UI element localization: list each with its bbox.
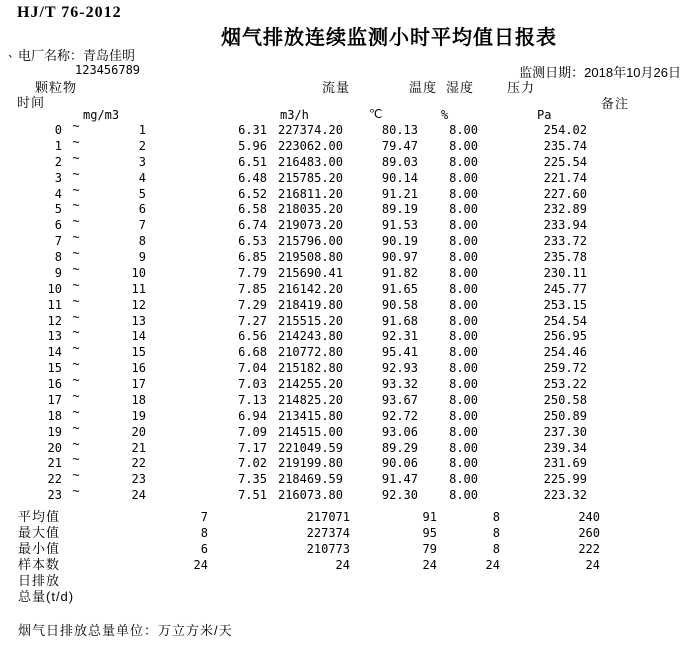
table-row [0,468,684,488]
pm-value: 7.79 [238,265,267,280]
temperature-value: 90.14 [381,170,418,185]
flow-value: 214255.20 [277,377,343,391]
pm-value: 7.04 [238,361,267,376]
temperature-value: 80.13 [381,123,418,137]
table-row [0,150,684,171]
pm-value: 6.58 [238,202,267,217]
tilde-separator: ~ [72,484,80,499]
table-row [0,373,684,393]
table-row [0,119,684,139]
pm-value: 6.94 [238,408,267,423]
hour-end-value: 7 [138,218,146,233]
monitor-date-line [519,62,681,81]
summary-temperature-value: 95 [422,526,437,540]
table-row [0,325,684,345]
column-header-flow: 流量 [322,80,351,95]
hour-start-value: 4 [54,186,62,201]
pressure-value: 254.54 [543,313,587,328]
pressure-value: 253.15 [543,297,587,312]
hour-end-value: 20 [131,424,146,439]
pm-value: 6.31 [238,123,267,137]
pm-value: 6.48 [238,170,267,185]
tilde-separator: ~ [72,198,80,213]
hour-end-value: 16 [131,361,146,376]
humidity-value: 8.00 [449,202,478,217]
table-row [0,261,684,282]
summary-pressure-value: 260 [578,526,600,540]
pressure-value: 250.89 [543,408,587,423]
flow-value: 218419.80 [277,297,343,312]
table-row [0,404,684,425]
summary-pressure-value: 24 [585,558,600,572]
summary-humidity-value: 24 [485,558,500,572]
tilde-separator: ~ [72,436,80,451]
pm-value: 5.96 [238,138,267,153]
summary-row-label: 最大值 [18,525,61,540]
pm-value: 6.56 [238,329,267,344]
summary-row [0,573,684,589]
plant-code: 123456789 [75,63,141,77]
humidity-value: 8.00 [449,281,478,296]
temperature-value: 90.97 [381,250,418,264]
tilde-separator: ~ [72,214,80,229]
summary-row-label: 平均值 [18,509,61,524]
pm-value: 7.51 [238,488,267,503]
summary-row [0,589,684,605]
table-row [0,436,684,457]
hour-start-value: 5 [54,202,62,217]
tilde-separator: ~ [72,293,80,308]
humidity-value: 8.00 [449,250,478,264]
unit-pressure: Pa [537,108,552,122]
humidity-value: 8.00 [449,138,478,153]
monitor-date-label: 监测日期： [519,65,585,80]
pressure-value: 239.34 [543,440,587,455]
humidity-value: 8.00 [449,456,478,471]
pm-value: 7.85 [238,281,267,296]
temperature-value: 92.30 [381,488,418,503]
pressure-value: 233.72 [543,234,587,249]
plant-name-line [18,45,135,64]
hour-start-value: 12 [47,313,62,328]
temperature-value: 92.93 [381,361,418,376]
hour-end-value: 17 [131,377,146,391]
humidity-value: 8.00 [449,265,478,280]
humidity-value: 8.00 [449,297,478,312]
pressure-value: 259.72 [543,361,587,376]
pressure-value: 254.46 [543,345,587,360]
standard-code: HJ/T 76-2012 [17,4,122,21]
flow-value: 227374.20 [277,123,343,137]
hour-start-value: 6 [54,218,62,233]
table-row [0,341,684,361]
column-header-temperature: 温度 [409,80,438,95]
flow-value: 215796.00 [277,234,343,249]
summary-pm-value: 7 [200,510,208,524]
pressure-value: 227.60 [543,186,587,201]
tilde-separator: ~ [72,134,80,149]
summary-row-label: 总量(t/d) [18,589,75,604]
flow-value: 219199.80 [277,456,343,471]
pm-value: 6.68 [238,345,267,360]
hour-end-value: 9 [138,250,146,264]
hour-start-value: 22 [47,472,62,487]
pm-value: 7.09 [238,424,267,439]
tilde-separator: ~ [72,150,80,165]
pressure-value: 256.95 [543,329,587,344]
summary-pm-value: 24 [193,558,208,572]
pressure-value: 254.02 [543,123,587,137]
humidity-value: 8.00 [449,424,478,439]
temperature-value: 92.31 [381,329,418,344]
flow-value: 215515.20 [277,313,343,328]
hour-end-value: 1 [138,123,146,137]
pressure-value: 230.11 [543,265,587,280]
flow-value: 218035.20 [277,202,343,217]
column-header-time: 时间 [17,95,46,110]
table-row [0,357,684,377]
humidity-value: 8.00 [449,440,478,455]
hour-start-value: 16 [47,377,62,391]
pm-value: 7.29 [238,297,267,312]
pressure-value: 250.58 [543,392,587,407]
tilde-separator: ~ [72,230,80,245]
humidity-value: 8.00 [449,472,478,487]
tilde-separator: ~ [72,325,80,340]
tilde-separator: ~ [72,246,80,260]
temperature-value: 91.82 [381,265,418,280]
summary-pm-value: 8 [200,526,208,540]
hour-start-value: 3 [54,170,62,185]
table-row [0,230,684,250]
humidity-value: 8.00 [449,408,478,423]
pressure-value: 225.54 [543,154,587,169]
humidity-value: 8.00 [449,313,478,328]
temperature-value: 93.32 [381,377,418,391]
pressure-value: 221.74 [543,170,587,185]
humidity-value: 8.00 [449,234,478,249]
pm-value: 6.51 [238,154,267,169]
summary-temperature-value: 24 [422,558,437,572]
pm-value: 7.35 [238,472,267,487]
hour-end-value: 15 [131,345,146,360]
hour-end-value: 24 [131,488,146,503]
humidity-value: 8.00 [449,154,478,169]
unit-temperature: ℃ [369,107,383,121]
summary-row [0,509,684,525]
flow-value: 216483.00 [277,154,343,169]
flow-value: 214243.80 [277,329,343,344]
pressure-value: 223.32 [543,488,587,503]
summary-rows [0,509,684,605]
table-row [0,214,684,234]
humidity-value: 8.00 [449,488,478,503]
hour-start-value: 19 [47,424,62,439]
tilde-separator: ~ [72,373,80,387]
flow-value: 215690.41 [277,265,343,280]
summary-pressure-value: 222 [578,542,600,556]
temperature-value: 93.67 [381,392,418,407]
pm-value: 7.02 [238,456,267,471]
table-row [0,484,684,504]
pressure-value: 235.78 [543,250,587,264]
summary-pressure-value: 240 [578,510,600,524]
hour-end-value: 5 [138,186,146,201]
summary-temperature-value: 79 [422,542,437,556]
hour-end-value: 13 [131,313,146,328]
summary-row-label: 最小值 [18,541,61,556]
summary-row [0,525,684,541]
tilde-separator: ~ [72,182,80,197]
flow-value: 213415.80 [277,408,343,423]
monitor-date-value: 2018年10月26日 [584,65,681,80]
hour-start-value: 21 [47,456,62,471]
summary-temperature-value: 91 [422,510,437,524]
hour-end-value: 23 [131,472,146,487]
stray-mark: ` [7,55,15,70]
hour-end-value: 12 [131,297,146,312]
hour-start-value: 11 [47,297,62,312]
humidity-value: 8.00 [449,170,478,185]
temperature-value: 89.29 [381,440,418,455]
hour-start-value: 13 [47,329,62,344]
pressure-value: 237.30 [543,424,587,439]
flow-value: 214515.00 [277,424,343,439]
hour-end-value: 18 [131,392,146,407]
hour-start-value: 17 [47,392,62,407]
temperature-value: 89.03 [381,154,418,169]
hour-end-value: 4 [138,170,146,185]
flow-value: 215182.80 [277,361,343,376]
temperature-value: 79.47 [381,138,418,153]
pressure-value: 253.22 [543,377,587,391]
pm-value: 6.53 [238,234,267,249]
hour-end-value: 21 [131,440,146,455]
flow-value: 210772.80 [277,345,343,360]
hour-start-value: 20 [47,440,62,455]
summary-humidity-value: 8 [492,510,500,524]
hour-end-value: 10 [131,265,146,280]
tilde-separator: ~ [72,341,80,356]
pressure-value: 235.74 [543,138,587,153]
table-row [0,293,684,314]
summary-row-label: 样本数 [18,557,61,572]
table-row [0,452,684,472]
temperature-value: 90.58 [381,297,418,312]
summary-flow-value: 210773 [306,542,350,556]
pm-value: 7.13 [238,392,267,407]
hourly-rows [0,119,684,504]
humidity-value: 8.00 [449,218,478,233]
humidity-value: 8.00 [449,345,478,360]
pressure-value: 225.99 [543,472,587,487]
hour-start-value: 0 [54,123,62,137]
tilde-separator: ~ [72,309,80,324]
summary-humidity-value: 8 [492,526,500,540]
table-row [0,309,684,330]
temperature-value: 91.65 [381,281,418,296]
hour-end-value: 6 [138,202,146,217]
temperature-value: 91.47 [381,472,418,487]
pressure-value: 231.69 [543,456,587,471]
hour-end-value: 22 [131,456,146,471]
footer-note: 烟气日排放总量单位：万立方米/天 [18,623,233,638]
summary-row [0,541,684,557]
hour-start-value: 2 [54,154,62,169]
pressure-value: 233.94 [543,218,587,233]
summary-row [0,557,684,573]
column-header-note: 备注 [601,96,630,111]
summary-flow-value: 217071 [306,510,350,524]
tilde-separator: ~ [72,357,80,372]
plant-name-label: 电厂名称： [18,48,84,63]
tilde-separator: ~ [72,420,80,435]
unit-humidity: % [441,108,449,122]
humidity-value: 8.00 [449,377,478,391]
hour-end-value: 19 [131,408,146,423]
hour-start-value: 10 [47,281,62,296]
temperature-value: 95.41 [381,345,418,360]
flow-value: 216142.20 [277,281,343,296]
summary-flow-value: 24 [335,558,350,572]
hour-end-value: 3 [138,154,146,169]
unit-flow: m3/h [280,108,309,122]
summary-flow-value: 227374 [306,526,350,540]
hour-start-value: 7 [54,234,62,249]
hour-start-value: 1 [54,138,62,153]
hour-end-value: 2 [138,138,146,153]
summary-pm-value: 6 [200,542,208,556]
table-row [0,198,684,218]
temperature-value: 89.19 [381,202,418,217]
tilde-separator: ~ [72,468,80,483]
hour-start-value: 23 [47,488,62,503]
flow-value: 215785.20 [277,170,343,185]
humidity-value: 8.00 [449,361,478,376]
table-row [0,246,684,266]
table-row [0,420,684,441]
humidity-value: 8.00 [449,186,478,201]
report-title: 烟气排放连续监测小时平均值日报表 [221,27,557,49]
pm-value: 7.17 [238,440,267,455]
temperature-value: 91.21 [381,186,418,201]
humidity-value: 8.00 [449,123,478,137]
column-header-pressure: 压力 [507,80,536,95]
hour-start-value: 18 [47,408,62,423]
pm-value: 6.85 [238,250,267,264]
humidity-value: 8.00 [449,392,478,407]
unit-pm: mg/m3 [83,108,120,122]
table-row [0,277,684,298]
tilde-separator: ~ [72,119,80,133]
hour-end-value: 14 [131,329,146,344]
tilde-separator: ~ [72,452,80,467]
pressure-value: 245.77 [543,281,587,296]
temperature-value: 93.06 [381,424,418,439]
temperature-value: 90.06 [381,456,418,471]
temperature-value: 91.68 [381,313,418,328]
flow-value: 219073.20 [277,218,343,233]
hour-start-value: 15 [47,361,62,376]
hour-end-value: 8 [138,234,146,249]
pm-value: 7.03 [238,377,267,391]
tilde-separator: ~ [72,277,80,292]
flow-value: 216811.20 [277,186,343,201]
summary-row-label: 日排放 [18,573,61,588]
table-row [0,182,684,203]
temperature-value: 91.53 [381,218,418,233]
pm-value: 6.74 [238,218,267,233]
hour-start-value: 8 [54,250,62,264]
tilde-separator: ~ [72,388,80,403]
table-row [0,388,684,409]
summary-humidity-value: 8 [492,542,500,556]
flow-value: 214825.20 [277,392,343,407]
flow-value: 223062.00 [277,138,343,153]
flow-value: 216073.80 [277,488,343,503]
table-row [0,166,684,187]
hour-end-value: 11 [131,281,146,296]
flow-value: 218469.59 [277,472,343,487]
temperature-value: 92.72 [381,408,418,423]
hour-start-value: 9 [54,265,62,280]
table-row [0,134,684,155]
hour-start-value: 14 [47,345,62,360]
pressure-value: 232.89 [543,202,587,217]
tilde-separator: ~ [72,166,80,181]
flow-value: 221049.59 [277,440,343,455]
plant-name-value: 青岛佳明 [83,48,136,63]
column-header-humidity: 湿度 [446,80,475,95]
temperature-value: 90.19 [381,234,418,249]
tilde-separator: ~ [72,404,80,419]
tilde-separator: ~ [72,261,80,276]
flow-value: 219508.80 [277,250,343,264]
column-header-pm: 颗粒物 [35,80,78,95]
pm-value: 7.27 [238,313,267,328]
humidity-value: 8.00 [449,329,478,344]
pm-value: 6.52 [238,186,267,201]
